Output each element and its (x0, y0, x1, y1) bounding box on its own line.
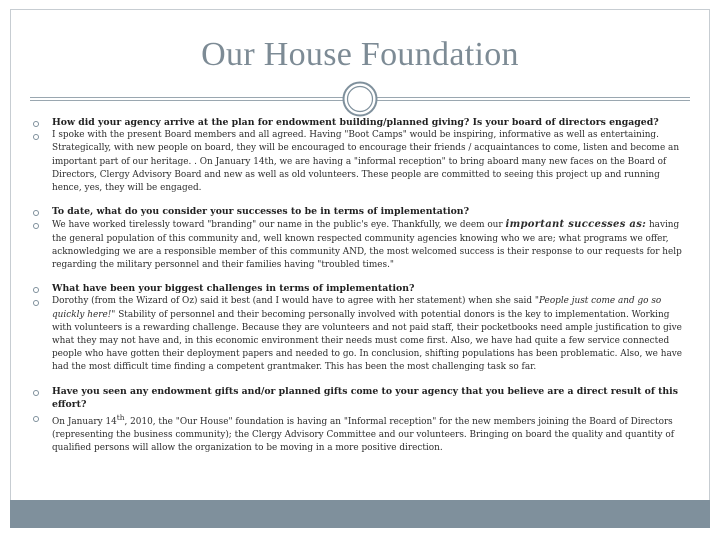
question-2: To date, what do you consider your successes to be in terms of implementation? (30, 205, 690, 218)
question-4: Have you seen any endowment gifts and/or planned gifts come to your agency that you believe are a direct result of this effort? (30, 385, 690, 411)
bottom-band (10, 500, 710, 528)
answer-2-emphasis: important successes as: (505, 219, 647, 231)
answer-3-lead: Dorothy (from the Wizard of Oz) said it best (and I would have to agree with her statement) when she said (52, 296, 535, 307)
answer-4 (30, 411, 690, 456)
qa-content (30, 116, 690, 456)
answer-4-rest: , 2010, the "Our House" foundation is having an "Informal reception" for the new members joining the Board of Directors (representing the business community); the Clergy Advisory Committee and our volunteers. Bringing on board the quality and quantity of qualified persons will allow the organization to be moving in a more positive direction. (52, 417, 675, 454)
question-3: What have been your biggest challenges in terms of implementation? (30, 282, 690, 295)
question-1: How did your agency arrive at the plan for endowment building/planned giving? Is your board of directors engaged? (30, 116, 690, 129)
qa-section-3 (30, 282, 690, 374)
qa-section-2 (30, 205, 690, 272)
answer-2 (30, 218, 690, 272)
answer-4-superscript: th (116, 413, 125, 423)
answer-3 (30, 295, 690, 374)
answer-3-rest: Stability of personnel and their becoming personally involved with potential donors is the key to implementation. Working with volunteers is a rewarding challenge. Because they are volunteers and not paid staff, their pocketbooks need ample justification to give what they may not have and, in this economic environment their needs must come first. Also, we have had quite a few service connected people who have gotten their deployment papers and needed to go. In conclusion, shifting populations has been problematic. Also, we have had the most difficult time finding a competent grantmaker. This has been the most challenging task so far. (52, 309, 683, 373)
answer-2-rest: having the general population of this community and, well known respected community agencies knowing who we are; what programs we offer, acknowledging we are a responsible member of this community AND, the most welcomed success is their response to our requests for help regarding the military personnel and their families having "troubled times." (52, 220, 682, 271)
circle-ornament-icon (342, 81, 378, 117)
answer-3-quote: "People just come and go so quickly here!" (52, 296, 662, 320)
answer-2-lead: We have worked tirelessly toward "branding" our name in the public's eye. Thankfully, we deem our (52, 220, 506, 231)
qa-section-1 (30, 116, 690, 195)
answer-4-lead: On January 14 (52, 417, 117, 428)
answer-1: I spoke with the present Board members and all agreed. Having "Boot Camps" would be inspiring, informative as well as entertaining. Strategically, with new people on board, they will be encouraged to encourage their friends / acquaintances to come, listen and become an important part of our heritage. . On January 14th, we are having a "informal reception" to bring aboard many new faces on the Board of Directors, Clergy Advisory Board and new as well as old volunteers. These people are committed to seeing this project up and running hence, yes, they will be engaged. (30, 129, 690, 195)
qa-section-4 (30, 385, 690, 456)
page-title: Our House Foundation (201, 36, 519, 73)
